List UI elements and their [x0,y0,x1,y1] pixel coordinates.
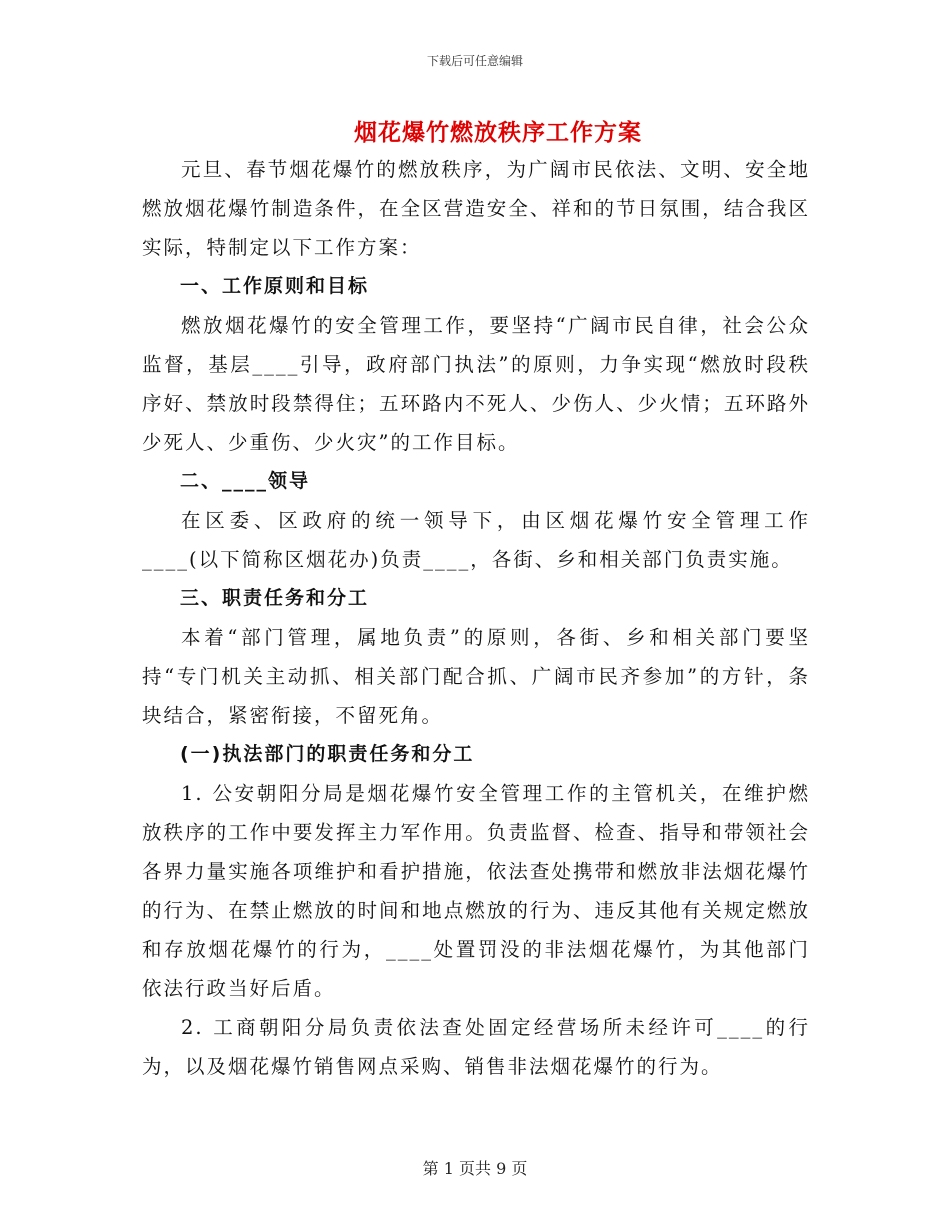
header-note: 下载后可任意编辑 [426,54,523,68]
document-body [142,150,810,1086]
item-police-paragraph: 1. 公安朝阳分局是烟花爆竹安全管理工作的主管机关，在维护燃放秩序的工作中要发挥主力军作用。负责监督、检查、指导和带领社会各界力量实施各项维护和看护措施，依法查处携带和燃放非法烟花爆竹的行为、在禁止燃放的时间和地点燃放的行为、违反其他有关规定燃放和存放烟花爆竹的行为，____处置罚没的非法烟花爆竹，为其他部门依法行政当好后盾。 [142,782,810,1000]
page-number: 第 1 页共 9 页 [422,1159,528,1178]
intro-paragraph: 元旦、春节烟花爆竹的燃放秩序，为广阔市民依法、文明、安全地燃放烟花爆竹制造条件，在全区营造安全、祥和的节日氛围，结合我区实际，特制定以下工作方案： [142,158,810,259]
principles-paragraph: 燃放烟花爆竹的安全管理工作，要坚持“广阔市民自律，社会公众监督，基层____引导，政府部门执法”的原则，力争实现“燃放时段秩序好、禁放时段禁得住；五环路内不死人、少伤人、少火情；五环路外少死人、少重伤、少火灾”的工作目标。 [142,314,810,454]
section-heading-duties: 三、职责任务和分工 [180,587,370,609]
item-commerce-paragraph: 2. 工商朝阳分局负责依法查处固定经营场所未经许可____的行为，以及烟花爆竹销售网点采购、销售非法烟花爆竹的行为。 [142,1016,810,1078]
section-heading-leadership: 二、____领导 [180,470,311,492]
document-title: 烟花爆竹燃放秩序工作方案 [354,119,642,146]
section-heading-principles: 一、工作原则和目标 [180,275,370,297]
duties-paragraph: 本着“部门管理，属地负责”的原则，各街、乡和相关部门要坚持“专门机关主动抓、相关部门配合抓、广阔市民齐参加”的方针，条块结合，紧密衔接，不留死角。 [142,626,810,727]
subsection-heading-enforcement: (一)执法部门的职责任务和分工 [180,743,475,765]
leadership-paragraph: 在区委、区政府的统一领导下，由区烟花爆竹安全管理工作____(以下简称区烟花办)负责____，各街、乡和相关部门负责实施。 [142,509,810,571]
